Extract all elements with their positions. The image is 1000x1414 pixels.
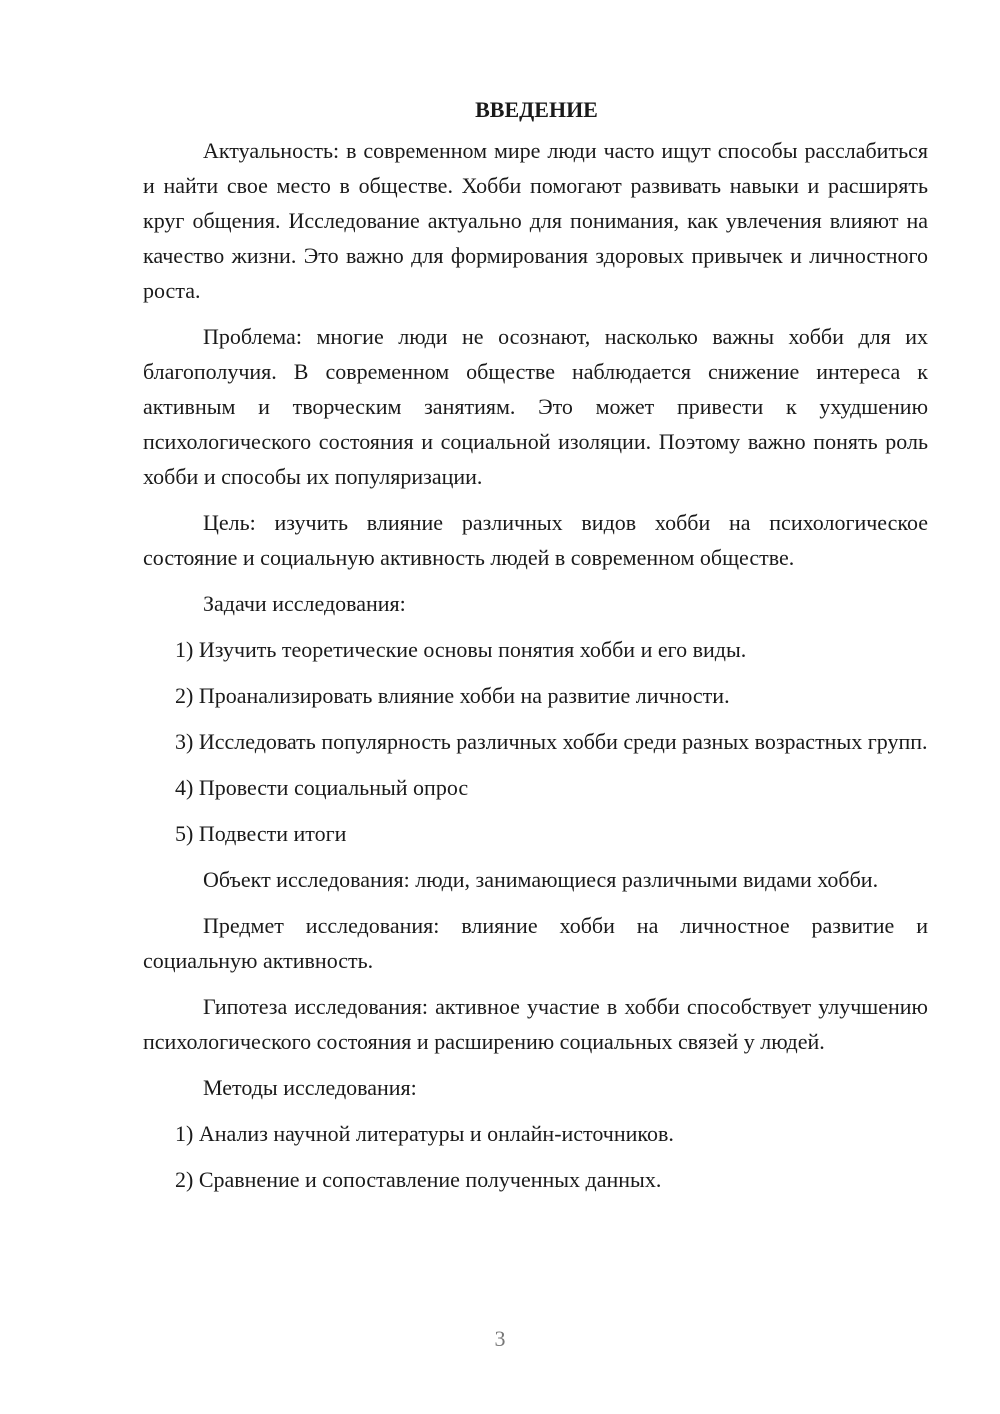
task-item-5: 5) Подвести итоги [175,821,347,846]
task-item-3: 3) Исследовать популярность различных хобби среди разных возрастных групп. [175,729,928,754]
task-item-2: 2) Проанализировать влияние хобби на развитие личности. [175,683,730,708]
methods-heading: Методы исследования: [203,1075,417,1100]
method-item-1: 1) Анализ научной литературы и онлайн-источников. [175,1121,674,1146]
task-item-1: 1) Изучить теоретические основы понятия хобби и его виды. [175,637,747,662]
relevance-paragraph: Актуальность: в современном мире люди часто ищут способы расслабиться и найти свое место в обществе. Хобби помогают развивать навыки и расширять круг общения. Исследование актуально для понимания, как увлечения влияют на качество жизни. Это важно для формирования здоровых привычек и личностного роста. [143,138,928,303]
page-number: 3 [494,1326,506,1351]
goal-paragraph: Цель: изучить влияние различных видов хобби на психологическое состояние и социальную активность людей в современном обществе. [143,510,928,570]
tasks-heading: Задачи исследования: [203,591,406,616]
object-paragraph: Объект исследования: люди, занимающиеся различными видами хобби. [203,867,879,892]
method-item-2: 2) Сравнение и сопоставление полученных данных. [175,1167,662,1192]
hypothesis-paragraph: Гипотеза исследования: активное участие в хобби способствует улучшению психологического состояния и расширению социальных связей у людей. [143,994,928,1054]
problem-paragraph: Проблема: многие люди не осознают, насколько важны хобби для их благополучия. В современном обществе наблюдается снижение интереса к активным и творческим занятиям. Это может привести к ухудшению психологического состояния и социальной изоляции. Поэтому важно понять роль хобби и способы их популяризации. [143,324,928,489]
subject-paragraph: Предмет исследования: влияние хобби на личностное развитие и социальную активность. [143,913,928,973]
task-item-4: 4) Провести социальный опрос [175,775,469,800]
page-title: ВВЕДЕНИЕ [475,97,598,122]
document-page [143,92,928,1208]
